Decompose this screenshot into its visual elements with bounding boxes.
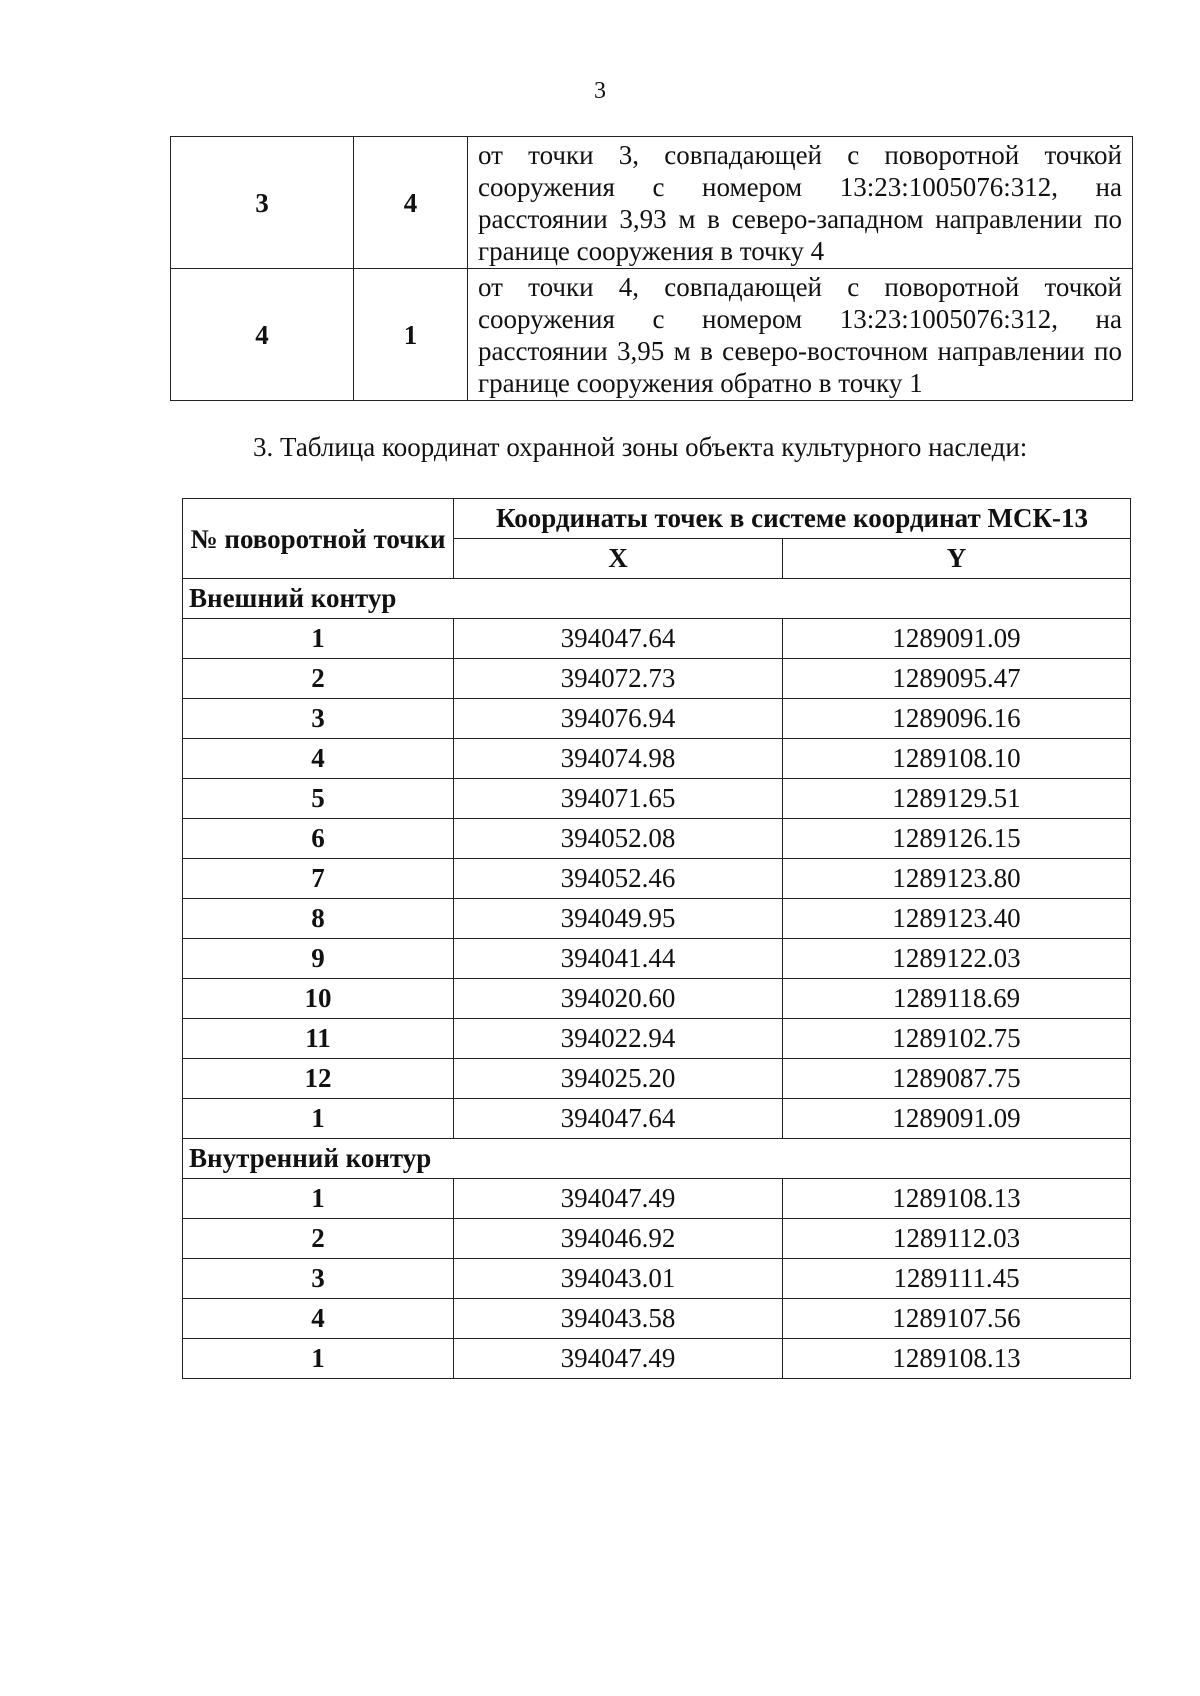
table-row: [183, 659, 1131, 699]
table-row: [183, 619, 1131, 659]
point-number-cell: 1: [183, 619, 454, 659]
point-number-cell: 1: [183, 1179, 454, 1219]
x-cell: 394052.46: [454, 859, 783, 899]
table-row: [183, 859, 1131, 899]
point-number-cell: 12: [183, 1059, 454, 1099]
y-cell: 1289107.56: [783, 1299, 1131, 1339]
y-cell: 1289108.13: [783, 1179, 1131, 1219]
inner-contour-row: [183, 1139, 1131, 1179]
table-row: [183, 1099, 1131, 1139]
segment-description: от точки 3, совпадающей с поворотной точкой сооружения с номером 13:23:1005076:312, на расстоянии 3,93 м в северо-западном направлении по границе сооружения в точку 4: [468, 137, 1133, 269]
x-cell: 394046.92: [454, 1219, 783, 1259]
point-number-cell: 9: [183, 939, 454, 979]
table-row: [183, 1059, 1131, 1099]
coordinates-table: [182, 498, 1131, 1379]
segment-description: от точки 4, совпадающей с поворотной точкой сооружения с номером 13:23:1005076:312, на расстоянии 3,95 м в северо-восточном направлении по границе сооружения обратно в точку 1: [468, 269, 1133, 401]
x-cell: 394022.94: [454, 1019, 783, 1059]
x-cell: 394025.20: [454, 1059, 783, 1099]
y-cell: 1289129.51: [783, 779, 1131, 819]
segment-row: [171, 269, 1133, 401]
x-cell: 394043.58: [454, 1299, 783, 1339]
point-number-cell: 4: [183, 739, 454, 779]
y-cell: 1289096.16: [783, 699, 1131, 739]
point-number-cell: 2: [183, 659, 454, 699]
header-x: X: [454, 539, 783, 579]
table-row: [183, 899, 1131, 939]
y-cell: 1289102.75: [783, 1019, 1131, 1059]
x-cell: 394047.49: [454, 1339, 783, 1379]
x-cell: 394041.44: [454, 939, 783, 979]
point-number-cell: 8: [183, 899, 454, 939]
x-cell: 394047.49: [454, 1179, 783, 1219]
point-number-cell: 3: [183, 699, 454, 739]
point-number-cell: 5: [183, 779, 454, 819]
x-cell: 394043.01: [454, 1259, 783, 1299]
table-row: [183, 1179, 1131, 1219]
segment-from: 3: [171, 137, 354, 269]
y-cell: 1289123.40: [783, 899, 1131, 939]
header-y: Y: [783, 539, 1131, 579]
point-number-cell: 1: [183, 1099, 454, 1139]
y-cell: 1289123.80: [783, 859, 1131, 899]
point-number-cell: 11: [183, 1019, 454, 1059]
segment-row: [171, 137, 1133, 269]
y-cell: 1289118.69: [783, 979, 1131, 1019]
x-cell: 394071.65: [454, 779, 783, 819]
point-number-cell: 4: [183, 1299, 454, 1339]
y-cell: 1289091.09: [783, 619, 1131, 659]
point-number-cell: 7: [183, 859, 454, 899]
y-cell: 1289108.13: [783, 1339, 1131, 1379]
y-cell: 1289087.75: [783, 1059, 1131, 1099]
x-cell: 394052.08: [454, 819, 783, 859]
y-cell: 1289112.03: [783, 1219, 1131, 1259]
y-cell: 1289091.09: [783, 1099, 1131, 1139]
table-row: [183, 939, 1131, 979]
header-point-number: № поворотной точки: [183, 499, 454, 579]
x-cell: 394074.98: [454, 739, 783, 779]
point-number-cell: 1: [183, 1339, 454, 1379]
point-number-cell: 10: [183, 979, 454, 1019]
table-row: [183, 1019, 1131, 1059]
table-row: [183, 1259, 1131, 1299]
table-row: [183, 1299, 1131, 1339]
x-cell: 394047.64: [454, 619, 783, 659]
point-number-cell: 6: [183, 819, 454, 859]
header-coordinates: Координаты точек в системе координат МСК-13: [454, 499, 1131, 539]
segments-table: [170, 136, 1133, 401]
point-number-cell: 2: [183, 1219, 454, 1259]
table-row: [183, 739, 1131, 779]
segment-to: 4: [354, 137, 468, 269]
y-cell: 1289126.15: [783, 819, 1131, 859]
point-number-cell: 3: [183, 1259, 454, 1299]
x-cell: 394049.95: [454, 899, 783, 939]
inner-contour-label: Внутренний контур: [183, 1139, 1131, 1179]
y-cell: 1289122.03: [783, 939, 1131, 979]
y-cell: 1289095.47: [783, 659, 1131, 699]
x-cell: 394072.73: [454, 659, 783, 699]
x-cell: 394047.64: [454, 1099, 783, 1139]
coord-table-caption: 3. Таблица координат охранной зоны объекта культурного наследи:: [253, 432, 1028, 462]
table-row: [183, 699, 1131, 739]
table-row: [183, 1339, 1131, 1379]
outer-contour-row: [183, 579, 1131, 619]
y-cell: 1289108.10: [783, 739, 1131, 779]
table-row: [183, 819, 1131, 859]
page-number: 3: [594, 78, 606, 104]
y-cell: 1289111.45: [783, 1259, 1131, 1299]
table-row: [183, 779, 1131, 819]
outer-contour-label: Внешний контур: [183, 579, 1131, 619]
table-row: [183, 1219, 1131, 1259]
table-row: [183, 979, 1131, 1019]
segment-from: 4: [171, 269, 354, 401]
x-cell: 394020.60: [454, 979, 783, 1019]
segment-to: 1: [354, 269, 468, 401]
x-cell: 394076.94: [454, 699, 783, 739]
